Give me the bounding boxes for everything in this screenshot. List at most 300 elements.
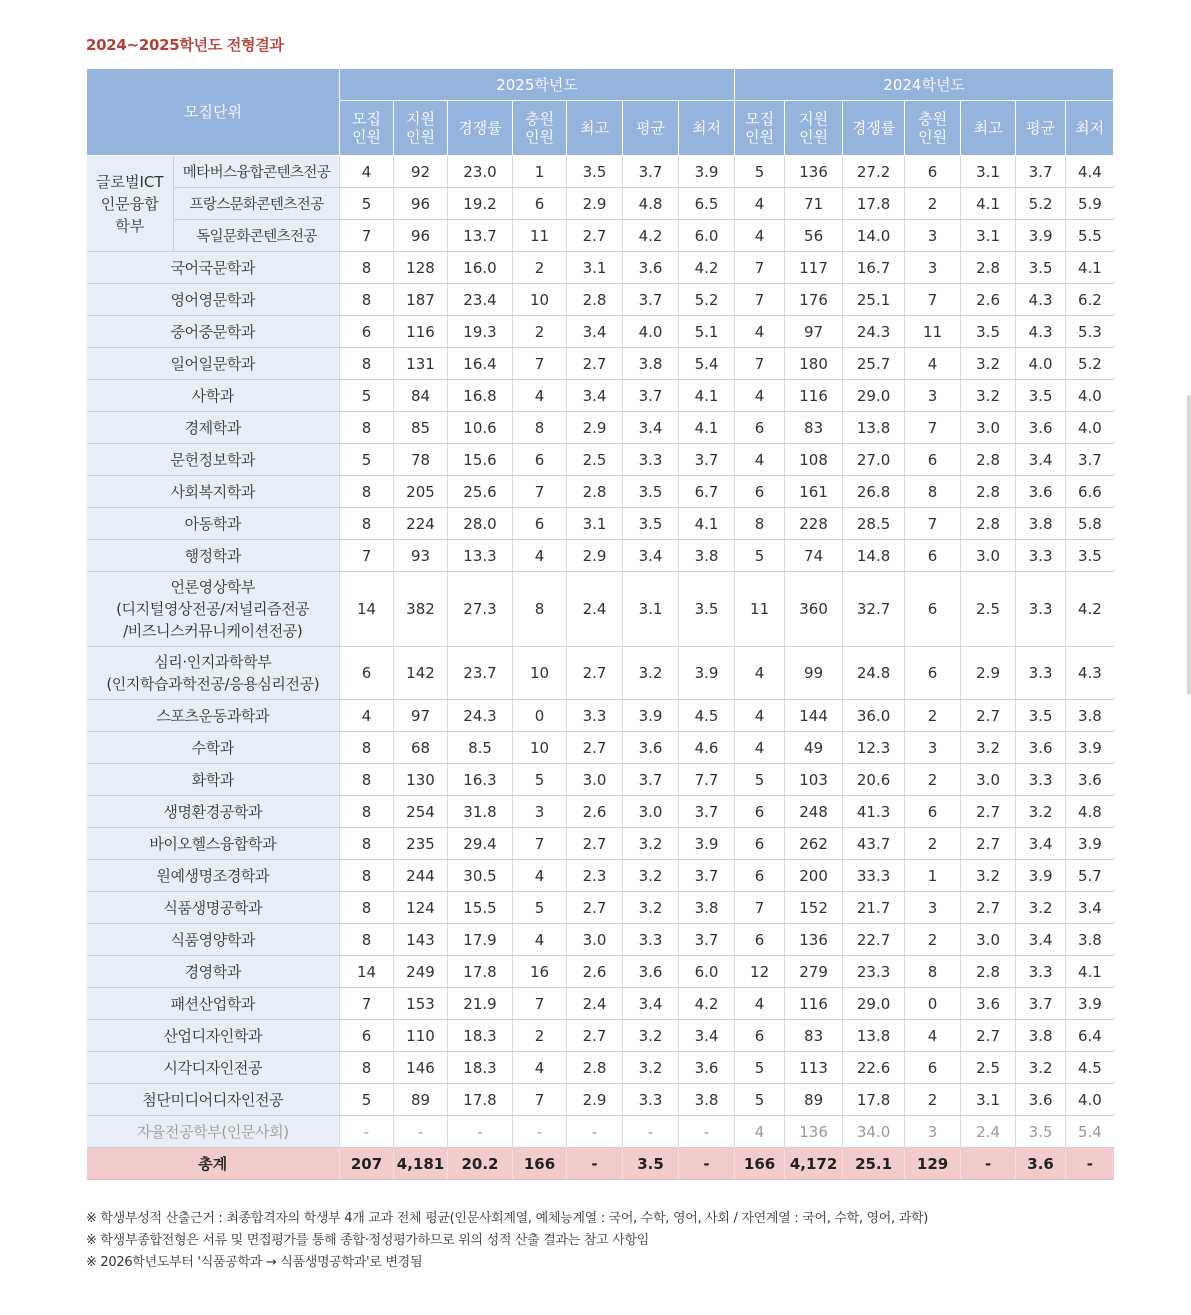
cell-min-2024: 3.8 (1066, 700, 1114, 732)
cell-avg-2024: 3.3 (1016, 956, 1066, 988)
header-min-2025: 최저 (679, 101, 735, 156)
footnote: ※ 학생부성적 산출근거 : 최종합격자의 학생부 4개 교과 전체 평균(인문사회계열, 예체능계열 : 국어, 수학, 영어, 사회 / 자연계열 : 국어, 수학, 영어, 과학) (86, 1211, 929, 1226)
cell-fill-2025: 6 (513, 444, 567, 476)
cell-recruit-2025: 4 (340, 156, 394, 188)
cell-fill-2025: 8 (513, 412, 567, 444)
cell-ratio-2025: 15.5 (448, 892, 513, 924)
cell-ratio-2025: 27.3 (448, 572, 513, 647)
cell-recruit-2024: 7 (735, 252, 785, 284)
cell-fill-2025: 2 (513, 316, 567, 348)
cell-ratio-2025: 16.8 (448, 380, 513, 412)
cell-ratio-2024: 28.5 (843, 508, 905, 540)
cell-apply-2024: 49 (785, 732, 843, 764)
cell-avg-2024: 3.6 (1016, 412, 1066, 444)
cell-max-2024: 3.1 (961, 1084, 1016, 1116)
cell-min-2024: 3.5 (1066, 540, 1114, 572)
cell-max-2024: 3.1 (961, 156, 1016, 188)
cell-ratio-2025: 21.9 (448, 988, 513, 1020)
cell-fill-2024: 3 (905, 892, 961, 924)
cell-ratio-2024: 27.2 (843, 156, 905, 188)
cell-ratio-2024: 17.8 (843, 1084, 905, 1116)
cell-avg-2024: 3.9 (1016, 220, 1066, 252)
scrollbar[interactable] (1187, 395, 1191, 695)
cell-fill-2025: 6 (513, 188, 567, 220)
cell-ratio-2024: 24.8 (843, 647, 905, 700)
cell-max-2025: 2.4 (567, 988, 623, 1020)
cell-avg-2024: 3.2 (1016, 892, 1066, 924)
cell-max-2025: 2.3 (567, 860, 623, 892)
row-name: 행정학과 (87, 540, 340, 572)
cell-recruit-2025: 8 (340, 476, 394, 508)
header-avg-2024: 평균 (1016, 101, 1066, 156)
cell-min-2024: 4.1 (1066, 956, 1114, 988)
cell-recruit-2024: 6 (735, 796, 785, 828)
header-min-2024: 최저 (1066, 101, 1114, 156)
cell-max-2024: 2.8 (961, 252, 1016, 284)
cell-recruit-2025: 207 (340, 1148, 394, 1180)
cell-recruit-2025: 4 (340, 700, 394, 732)
cell-fill-2025: 4 (513, 1052, 567, 1084)
cell-recruit-2025: 8 (340, 412, 394, 444)
cell-apply-2025: 187 (394, 284, 448, 316)
cell-max-2024: 2.7 (961, 892, 1016, 924)
cell-avg-2025: 4.2 (623, 220, 679, 252)
cell-max-2025: 2.5 (567, 444, 623, 476)
cell-max-2025: 3.0 (567, 764, 623, 796)
cell-fill-2024: 2 (905, 700, 961, 732)
cell-min-2024: 5.4 (1066, 1116, 1114, 1148)
cell-apply-2024: 180 (785, 348, 843, 380)
cell-avg-2025: 3.6 (623, 732, 679, 764)
cell-fill-2024: 2 (905, 924, 961, 956)
cell-avg-2025: 3.5 (623, 1148, 679, 1180)
cell-apply-2024: 228 (785, 508, 843, 540)
cell-min-2024: 5.9 (1066, 188, 1114, 220)
cell-max-2024: 3.0 (961, 540, 1016, 572)
cell-max-2024: 3.1 (961, 220, 1016, 252)
page-title: 2024~2025학년도 전형결과 (86, 36, 284, 54)
cell-apply-2025: 96 (394, 220, 448, 252)
table-row (87, 380, 1114, 412)
table-row (87, 1084, 1114, 1116)
cell-apply-2025: 78 (394, 444, 448, 476)
cell-min-2025: 3.8 (679, 1084, 735, 1116)
cell-max-2025: 2.6 (567, 796, 623, 828)
cell-max-2024: 2.8 (961, 956, 1016, 988)
row-name: 심리·인지과학학부 (인지학습과학전공/응용심리전공) (87, 647, 340, 700)
cell-ratio-2024: 14.8 (843, 540, 905, 572)
cell-recruit-2024: 7 (735, 892, 785, 924)
row-name: 일어일문학과 (87, 348, 340, 380)
cell-recruit-2024: 6 (735, 924, 785, 956)
cell-apply-2025: 93 (394, 540, 448, 572)
cell-min-2024: 3.8 (1066, 924, 1114, 956)
header-year-2024: 2024학년도 (735, 69, 1114, 101)
header-unit: 모집단위 (87, 69, 340, 156)
cell-recruit-2024: 11 (735, 572, 785, 647)
cell-fill-2024: 0 (905, 988, 961, 1020)
table-row (87, 1052, 1114, 1084)
cell-ratio-2025: 24.3 (448, 700, 513, 732)
cell-recruit-2025: 8 (340, 508, 394, 540)
cell-max-2025: 2.4 (567, 572, 623, 647)
cell-fill-2024: 2 (905, 188, 961, 220)
cell-fill-2025: 5 (513, 892, 567, 924)
cell-avg-2025: 3.2 (623, 1052, 679, 1084)
cell-min-2025: 4.2 (679, 988, 735, 1020)
table-row (87, 348, 1114, 380)
cell-apply-2025: 116 (394, 316, 448, 348)
cell-avg-2025: - (623, 1116, 679, 1148)
row-name: 언론영상학부 (디지털영상전공/저널리즘전공 /비즈니스커뮤니케이션전공) (87, 572, 340, 647)
cell-apply-2025: 97 (394, 700, 448, 732)
cell-max-2025: 2.9 (567, 188, 623, 220)
cell-apply-2025: 249 (394, 956, 448, 988)
cell-max-2025: 2.7 (567, 348, 623, 380)
cell-max-2024: 2.7 (961, 700, 1016, 732)
table-row (87, 1116, 1114, 1148)
cell-apply-2025: 205 (394, 476, 448, 508)
cell-max-2024: 3.2 (961, 380, 1016, 412)
cell-recruit-2024: 5 (735, 156, 785, 188)
cell-min-2025: 3.9 (679, 647, 735, 700)
cell-max-2025: 3.3 (567, 700, 623, 732)
cell-avg-2024: 4.0 (1016, 348, 1066, 380)
cell-apply-2024: 117 (785, 252, 843, 284)
cell-fill-2024: 2 (905, 764, 961, 796)
cell-ratio-2024: 25.1 (843, 1148, 905, 1180)
row-name: 경제학과 (87, 412, 340, 444)
cell-max-2024: 4.1 (961, 188, 1016, 220)
cell-fill-2025: - (513, 1116, 567, 1148)
cell-avg-2025: 3.6 (623, 956, 679, 988)
cell-ratio-2025: 16.4 (448, 348, 513, 380)
cell-avg-2024: 3.4 (1016, 828, 1066, 860)
cell-apply-2025: 130 (394, 764, 448, 796)
cell-ratio-2024: 41.3 (843, 796, 905, 828)
cell-avg-2024: 3.8 (1016, 1020, 1066, 1052)
cell-max-2025: 2.7 (567, 828, 623, 860)
cell-max-2025: 2.8 (567, 284, 623, 316)
cell-min-2024: 5.3 (1066, 316, 1114, 348)
cell-recruit-2025: 8 (340, 796, 394, 828)
cell-min-2025: 6.7 (679, 476, 735, 508)
cell-apply-2024: 56 (785, 220, 843, 252)
cell-min-2024: - (1066, 1148, 1114, 1180)
header-recruit-2025: 모집 인원 (340, 101, 394, 156)
cell-fill-2024: 2 (905, 1084, 961, 1116)
cell-recruit-2025: 8 (340, 860, 394, 892)
cell-min-2024: 5.8 (1066, 508, 1114, 540)
cell-ratio-2024: 23.3 (843, 956, 905, 988)
cell-recruit-2025: 5 (340, 1084, 394, 1116)
cell-avg-2025: 3.2 (623, 647, 679, 700)
cell-max-2024: 3.0 (961, 924, 1016, 956)
table-row (87, 220, 1114, 252)
cell-ratio-2024: 25.1 (843, 284, 905, 316)
cell-min-2024: 5.2 (1066, 348, 1114, 380)
cell-ratio-2025: 13.7 (448, 220, 513, 252)
table-row (87, 828, 1114, 860)
cell-avg-2024: 3.7 (1016, 156, 1066, 188)
cell-min-2024: 4.0 (1066, 412, 1114, 444)
cell-avg-2025: 3.4 (623, 412, 679, 444)
cell-fill-2025: 2 (513, 1020, 567, 1052)
cell-min-2025: 5.1 (679, 316, 735, 348)
table-row (87, 764, 1114, 796)
header-max-2024: 최고 (961, 101, 1016, 156)
cell-min-2025: 3.7 (679, 796, 735, 828)
cell-avg-2025: 3.4 (623, 988, 679, 1020)
cell-max-2025: 2.7 (567, 647, 623, 700)
table-row (87, 892, 1114, 924)
cell-min-2024: 5.7 (1066, 860, 1114, 892)
cell-recruit-2025: 8 (340, 1052, 394, 1084)
cell-fill-2025: 0 (513, 700, 567, 732)
cell-ratio-2025: 13.3 (448, 540, 513, 572)
row-name: 사학과 (87, 380, 340, 412)
cell-apply-2025: 143 (394, 924, 448, 956)
cell-avg-2024: 5.2 (1016, 188, 1066, 220)
cell-recruit-2025: 8 (340, 892, 394, 924)
cell-fill-2025: 4 (513, 380, 567, 412)
cell-min-2025: 4.5 (679, 700, 735, 732)
cell-fill-2024: 8 (905, 956, 961, 988)
header-fill-2024: 충원 인원 (905, 101, 961, 156)
cell-fill-2024: 6 (905, 572, 961, 647)
cell-recruit-2024: 4 (735, 220, 785, 252)
total-row (87, 1148, 1114, 1180)
cell-ratio-2024: 27.0 (843, 444, 905, 476)
cell-recruit-2024: 6 (735, 860, 785, 892)
cell-apply-2025: 224 (394, 508, 448, 540)
cell-recruit-2024: 5 (735, 764, 785, 796)
cell-avg-2025: 3.0 (623, 796, 679, 828)
cell-recruit-2025: 6 (340, 1020, 394, 1052)
cell-max-2025: 3.1 (567, 252, 623, 284)
cell-max-2025: 2.7 (567, 892, 623, 924)
cell-recruit-2025: 7 (340, 540, 394, 572)
cell-avg-2025: 3.2 (623, 1020, 679, 1052)
cell-ratio-2025: 20.2 (448, 1148, 513, 1180)
cell-ratio-2024: 33.3 (843, 860, 905, 892)
cell-ratio-2024: 16.7 (843, 252, 905, 284)
cell-ratio-2025: 8.5 (448, 732, 513, 764)
cell-avg-2025: 3.3 (623, 1084, 679, 1116)
cell-avg-2024: 3.6 (1016, 732, 1066, 764)
table-row (87, 860, 1114, 892)
cell-max-2024: 2.5 (961, 572, 1016, 647)
cell-ratio-2025: 18.3 (448, 1052, 513, 1084)
cell-apply-2025: 84 (394, 380, 448, 412)
cell-fill-2024: 3 (905, 252, 961, 284)
cell-apply-2024: 83 (785, 412, 843, 444)
cell-apply-2024: 262 (785, 828, 843, 860)
cell-recruit-2025: 8 (340, 828, 394, 860)
cell-avg-2024: 3.9 (1016, 860, 1066, 892)
cell-recruit-2025: 8 (340, 348, 394, 380)
cell-max-2024: 3.2 (961, 860, 1016, 892)
cell-avg-2025: 3.7 (623, 156, 679, 188)
cell-avg-2025: 3.9 (623, 700, 679, 732)
cell-ratio-2024: 20.6 (843, 764, 905, 796)
cell-avg-2025: 3.5 (623, 508, 679, 540)
cell-fill-2024: 6 (905, 540, 961, 572)
cell-apply-2025: 131 (394, 348, 448, 380)
cell-min-2025: 3.9 (679, 156, 735, 188)
cell-apply-2024: 136 (785, 924, 843, 956)
cell-ratio-2025: 23.0 (448, 156, 513, 188)
footnote: ※ 2026학년도부터 '식품공학과 → 식품생명공학과'로 변경됨 (86, 1255, 423, 1270)
cell-avg-2024: 3.5 (1016, 1116, 1066, 1148)
cell-apply-2025: 128 (394, 252, 448, 284)
cell-avg-2025: 3.2 (623, 860, 679, 892)
cell-ratio-2024: 36.0 (843, 700, 905, 732)
cell-apply-2025: 68 (394, 732, 448, 764)
cell-avg-2025: 3.8 (623, 348, 679, 380)
cell-max-2025: 2.7 (567, 1020, 623, 1052)
table-row (87, 572, 1114, 647)
cell-max-2025: 2.9 (567, 412, 623, 444)
table-row (87, 316, 1114, 348)
cell-fill-2025: 4 (513, 540, 567, 572)
cell-ratio-2024: 24.3 (843, 316, 905, 348)
header-fill-2025: 충원 인원 (513, 101, 567, 156)
cell-recruit-2025: 8 (340, 252, 394, 284)
cell-max-2024: 2.8 (961, 476, 1016, 508)
cell-recruit-2025: 8 (340, 284, 394, 316)
cell-recruit-2025: 8 (340, 764, 394, 796)
table-row (87, 700, 1114, 732)
cell-avg-2024: 3.3 (1016, 764, 1066, 796)
cell-fill-2024: 2 (905, 828, 961, 860)
cell-max-2024: 2.9 (961, 647, 1016, 700)
table-body (87, 156, 1114, 1180)
cell-min-2024: 3.9 (1066, 828, 1114, 860)
cell-fill-2024: 6 (905, 1052, 961, 1084)
cell-fill-2024: 129 (905, 1148, 961, 1180)
cell-min-2025: 3.7 (679, 924, 735, 956)
cell-min-2025: 3.7 (679, 444, 735, 476)
cell-max-2025: 2.9 (567, 540, 623, 572)
cell-min-2024: 3.7 (1066, 444, 1114, 476)
cell-fill-2025: 10 (513, 732, 567, 764)
cell-avg-2025: 4.8 (623, 188, 679, 220)
cell-recruit-2025: 5 (340, 380, 394, 412)
cell-avg-2024: 3.6 (1016, 476, 1066, 508)
row-name: 바이오헬스융합학과 (87, 828, 340, 860)
cell-apply-2024: 161 (785, 476, 843, 508)
cell-ratio-2024: 29.0 (843, 988, 905, 1020)
cell-ratio-2025: 15.6 (448, 444, 513, 476)
cell-ratio-2024: 21.7 (843, 892, 905, 924)
cell-recruit-2024: 8 (735, 508, 785, 540)
cell-recruit-2024: 5 (735, 1052, 785, 1084)
row-name: 영어영문학과 (87, 284, 340, 316)
cell-min-2025: 4.1 (679, 380, 735, 412)
cell-fill-2024: 3 (905, 380, 961, 412)
cell-fill-2025: 1 (513, 156, 567, 188)
row-name: 화학과 (87, 764, 340, 796)
cell-max-2024: 3.2 (961, 348, 1016, 380)
cell-ratio-2025: 23.7 (448, 647, 513, 700)
cell-avg-2025: 3.5 (623, 476, 679, 508)
cell-fill-2024: 6 (905, 796, 961, 828)
cell-apply-2024: 83 (785, 1020, 843, 1052)
cell-max-2025: - (567, 1148, 623, 1180)
cell-min-2025: 3.8 (679, 540, 735, 572)
cell-avg-2024: 3.3 (1016, 540, 1066, 572)
cell-max-2025: 3.4 (567, 380, 623, 412)
cell-max-2025: 3.0 (567, 924, 623, 956)
cell-recruit-2024: 7 (735, 284, 785, 316)
cell-ratio-2024: 34.0 (843, 1116, 905, 1148)
cell-avg-2025: 3.7 (623, 284, 679, 316)
cell-recruit-2025: 14 (340, 572, 394, 647)
cell-apply-2025: 142 (394, 647, 448, 700)
row-name: 시각디자인전공 (87, 1052, 340, 1084)
row-name: 메타버스융합콘텐츠전공 (174, 156, 340, 188)
cell-recruit-2024: 4 (735, 444, 785, 476)
cell-ratio-2025: 10.6 (448, 412, 513, 444)
cell-min-2025: 4.6 (679, 732, 735, 764)
group-name: 글로벌ICT 인문융합 학부 (87, 156, 174, 252)
cell-avg-2024: 3.5 (1016, 700, 1066, 732)
cell-fill-2024: 1 (905, 860, 961, 892)
cell-min-2024: 3.6 (1066, 764, 1114, 796)
cell-max-2024: 3.5 (961, 316, 1016, 348)
cell-apply-2025: 4,181 (394, 1148, 448, 1180)
cell-recruit-2025: 5 (340, 444, 394, 476)
cell-apply-2025: 89 (394, 1084, 448, 1116)
cell-avg-2024: 3.4 (1016, 444, 1066, 476)
cell-max-2024: 3.0 (961, 412, 1016, 444)
cell-max-2024: 2.7 (961, 828, 1016, 860)
cell-avg-2024: 4.3 (1016, 284, 1066, 316)
cell-recruit-2024: 5 (735, 540, 785, 572)
cell-apply-2025: 254 (394, 796, 448, 828)
cell-avg-2025: 3.2 (623, 828, 679, 860)
cell-min-2025: 4.1 (679, 412, 735, 444)
row-name: 식품생명공학과 (87, 892, 340, 924)
cell-avg-2025: 3.7 (623, 764, 679, 796)
cell-min-2025: - (679, 1116, 735, 1148)
cell-recruit-2025: 8 (340, 732, 394, 764)
cell-fill-2024: 7 (905, 508, 961, 540)
cell-max-2024: - (961, 1148, 1016, 1180)
cell-ratio-2024: 13.8 (843, 1020, 905, 1052)
row-name: 산업디자인학과 (87, 1020, 340, 1052)
cell-min-2024: 5.5 (1066, 220, 1114, 252)
cell-min-2024: 6.2 (1066, 284, 1114, 316)
cell-recruit-2024: 4 (735, 647, 785, 700)
cell-min-2025: 4.2 (679, 252, 735, 284)
cell-max-2025: 3.1 (567, 508, 623, 540)
cell-fill-2025: 7 (513, 828, 567, 860)
cell-min-2025: 4.1 (679, 508, 735, 540)
cell-apply-2025: 153 (394, 988, 448, 1020)
row-name: 원예생명조경학과 (87, 860, 340, 892)
cell-recruit-2024: 4 (735, 732, 785, 764)
header-ratio-2024: 경쟁률 (843, 101, 905, 156)
cell-min-2024: 6.6 (1066, 476, 1114, 508)
cell-apply-2024: 136 (785, 156, 843, 188)
table-row (87, 476, 1114, 508)
cell-min-2024: 6.4 (1066, 1020, 1114, 1052)
cell-avg-2025: 3.3 (623, 924, 679, 956)
row-name: 독일문화콘텐츠전공 (174, 220, 340, 252)
cell-avg-2025: 3.2 (623, 892, 679, 924)
